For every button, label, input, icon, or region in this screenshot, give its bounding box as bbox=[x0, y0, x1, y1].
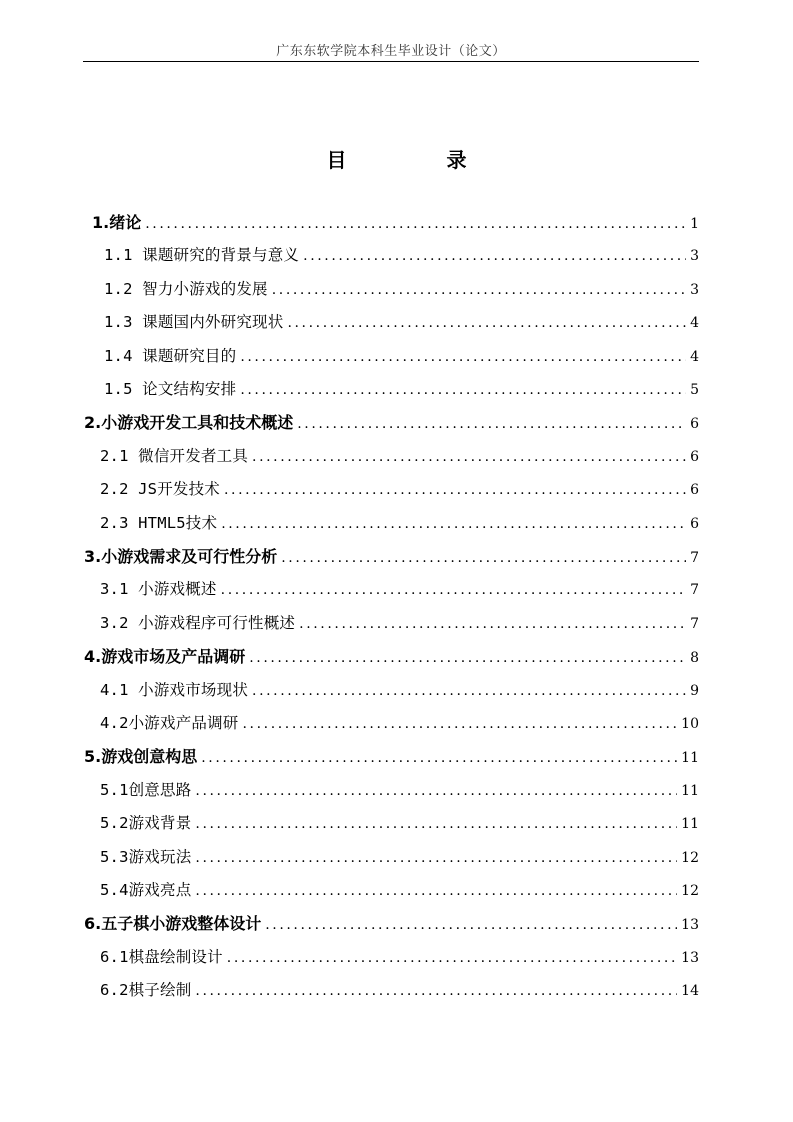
toc-entry-page: 11 bbox=[681, 816, 699, 833]
toc-entry-page: 4 bbox=[690, 348, 699, 365]
toc-dot-leader bbox=[195, 883, 677, 899]
toc-entry-page: 7 bbox=[690, 615, 699, 632]
toc-section-entry[interactable] bbox=[100, 611, 699, 635]
toc-entry-label: 6.1棋盘绘制设计 bbox=[100, 947, 223, 966]
toc-section-entry[interactable] bbox=[104, 344, 699, 368]
toc-entry-page: 3 bbox=[690, 281, 699, 298]
toc-dot-leader bbox=[243, 716, 678, 732]
toc-section-entry[interactable] bbox=[100, 978, 699, 1002]
toc-dot-leader bbox=[252, 683, 686, 699]
toc-section-entry[interactable] bbox=[100, 778, 699, 802]
toc-entry-label: 2.1 微信开发者工具 bbox=[100, 446, 249, 465]
toc-entry-page: 6 bbox=[690, 448, 699, 465]
toc-chapter-entry[interactable] bbox=[84, 911, 699, 935]
toc-entry-label: 1.绪论 bbox=[92, 213, 142, 232]
toc-dot-leader bbox=[195, 983, 677, 999]
toc-entry-label: 5.1创意思路 bbox=[100, 780, 192, 799]
toc-entry-label: 5.2游戏背景 bbox=[100, 814, 192, 833]
toc-entry-label: 4.2小游戏产品调研 bbox=[100, 714, 239, 732]
toc-dot-leader bbox=[195, 816, 677, 832]
toc-entry-label: 1.3 课题国内外研究现状 bbox=[104, 313, 284, 332]
toc-chapter-entry[interactable] bbox=[84, 410, 699, 434]
toc-dot-leader bbox=[303, 248, 686, 264]
toc-dot-leader bbox=[265, 917, 677, 933]
toc-title-char-1: 目 bbox=[326, 148, 347, 172]
toc-section-entry[interactable] bbox=[100, 678, 699, 702]
toc-entry-label: 1.4 课题研究目的 bbox=[104, 346, 237, 365]
toc-entry-label: 3.小游戏需求及可行性分析 bbox=[84, 547, 278, 566]
toc-dot-leader bbox=[201, 750, 677, 766]
toc-dot-leader bbox=[281, 550, 686, 566]
toc-dot-leader bbox=[272, 282, 686, 298]
toc-dot-leader bbox=[195, 850, 677, 866]
toc-entry-label: 4.游戏市场及产品调研 bbox=[84, 647, 246, 667]
header-rule bbox=[83, 61, 699, 62]
toc-entry-label: 4.1 小游戏市场现状 bbox=[100, 680, 249, 699]
toc-entry-page: 7 bbox=[690, 582, 699, 599]
toc-chapter-entry[interactable] bbox=[92, 210, 699, 234]
toc-entry-label: 6.2棋子绘制 bbox=[100, 981, 192, 1000]
toc-entry-page: 13 bbox=[681, 949, 699, 966]
toc-title bbox=[0, 144, 793, 173]
toc-entry-page: 11 bbox=[681, 782, 699, 799]
toc-section-entry[interactable] bbox=[100, 511, 699, 535]
toc-dot-leader bbox=[287, 315, 686, 331]
toc-dot-leader bbox=[240, 349, 686, 365]
toc-entry-label: 2.2 JS开发技术 bbox=[100, 480, 220, 499]
toc-chapter-entry[interactable] bbox=[84, 644, 699, 668]
toc-entry-page: 6 bbox=[690, 515, 699, 532]
toc-entry-label: 2.3 HTML5技术 bbox=[100, 513, 218, 532]
toc-dot-leader bbox=[145, 216, 686, 232]
toc-section-entry[interactable] bbox=[100, 945, 699, 969]
toc-entry-label: 6.五子棋小游戏整体设计 bbox=[84, 914, 262, 934]
toc-section-entry[interactable] bbox=[104, 377, 699, 401]
toc-entry-page: 6 bbox=[690, 482, 699, 499]
toc-entry-page: 13 bbox=[681, 917, 699, 934]
toc-entry-page: 6 bbox=[690, 416, 699, 433]
toc-entry-page: 11 bbox=[681, 750, 699, 767]
toc-chapter-entry[interactable] bbox=[84, 544, 699, 568]
toc-section-entry[interactable] bbox=[100, 878, 699, 902]
toc-entry-label: 5.4游戏亮点 bbox=[100, 881, 192, 899]
toc-entry-label: 3.1 小游戏概述 bbox=[100, 580, 217, 599]
toc-dot-leader bbox=[240, 382, 686, 398]
toc-entry-label: 3.2 小游戏程序可行性概述 bbox=[100, 613, 296, 632]
toc-dot-leader bbox=[227, 950, 677, 966]
toc-entry-page: 12 bbox=[681, 883, 699, 899]
toc-dot-leader bbox=[221, 516, 686, 532]
toc-entry-page: 7 bbox=[690, 550, 699, 566]
toc-dot-leader bbox=[252, 449, 686, 465]
toc-section-entry[interactable] bbox=[104, 310, 699, 334]
toc-entry-page: 14 bbox=[681, 983, 699, 1000]
toc-entry-page: 8 bbox=[690, 650, 699, 667]
toc-dot-leader bbox=[224, 482, 686, 498]
toc-entry-page: 3 bbox=[690, 248, 699, 265]
toc-section-entry[interactable] bbox=[100, 811, 699, 835]
toc-dot-leader bbox=[195, 783, 677, 799]
toc-entry-page: 5 bbox=[690, 382, 699, 398]
toc-dot-leader bbox=[297, 416, 686, 432]
toc-section-entry[interactable] bbox=[104, 243, 699, 267]
toc-entry-page: 1 bbox=[690, 216, 699, 232]
toc-entry-page: 10 bbox=[681, 716, 699, 732]
toc-entry-label: 1.5 论文结构安排 bbox=[104, 380, 237, 398]
toc-chapter-entry[interactable] bbox=[84, 744, 699, 768]
toc-section-entry[interactable] bbox=[104, 277, 699, 301]
toc-entry-label: 1.1 课题研究的背景与意义 bbox=[104, 246, 300, 265]
toc-section-entry[interactable] bbox=[100, 711, 699, 735]
toc-entry-label: 2.小游戏开发工具和技术概述 bbox=[84, 413, 294, 433]
page-header: 广东东软学院本科生毕业设计（论文） bbox=[276, 44, 506, 59]
toc-entry-label: 1.2 智力小游戏的发展 bbox=[104, 279, 268, 298]
toc-entry-label: 5.3游戏玩法 bbox=[100, 847, 192, 866]
toc-section-entry[interactable] bbox=[100, 845, 699, 869]
toc-dot-leader bbox=[221, 582, 686, 598]
toc-entry-label: 5.游戏创意构思 bbox=[84, 747, 198, 767]
toc-entry-page: 12 bbox=[681, 849, 699, 866]
toc-dot-leader bbox=[299, 616, 686, 632]
toc-section-entry[interactable] bbox=[100, 444, 699, 468]
toc-dot-leader bbox=[249, 650, 686, 666]
toc-title-char-2: 录 bbox=[446, 148, 467, 172]
toc-section-entry[interactable] bbox=[100, 577, 699, 601]
toc-entry-page: 4 bbox=[690, 315, 699, 332]
toc-entry-page: 9 bbox=[690, 682, 699, 699]
toc-section-entry[interactable] bbox=[100, 477, 699, 501]
